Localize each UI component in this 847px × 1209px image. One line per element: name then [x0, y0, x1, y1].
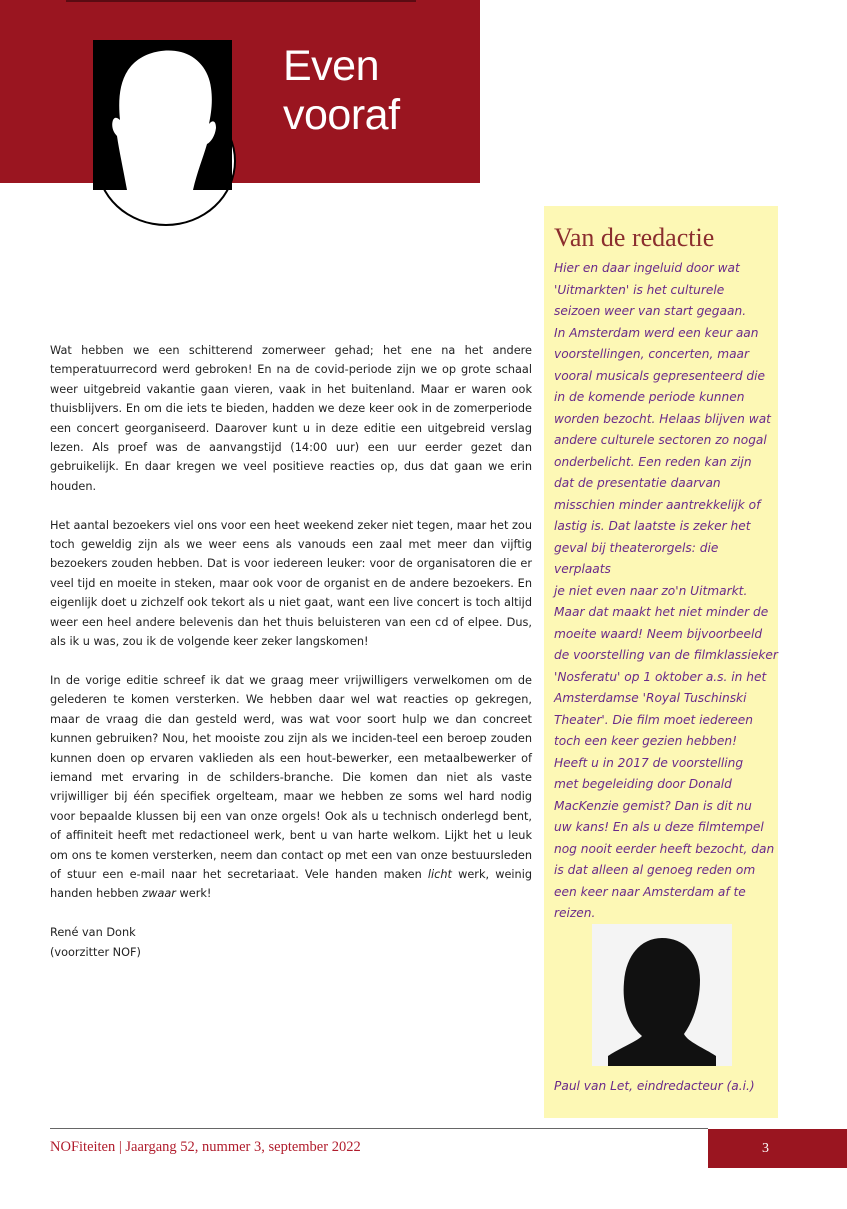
- sidebar-line: In Amsterdam werd een keur aan: [554, 325, 759, 340]
- sidebar-line: MacKenzie gemist? Dan is dit nu: [554, 798, 752, 813]
- sidebar-line: in de komende periode kunnen: [554, 390, 745, 404]
- page-title-line-1: Even: [283, 42, 380, 90]
- sidebar-line: worden bezocht. Helaas blijven wat: [554, 411, 771, 426]
- sidebar-line: de voorstelling van de filmklassieker: [554, 648, 778, 662]
- sidebar-line: uw kans! En als u deze filmtempel: [554, 820, 764, 834]
- article-emphasis: zwaar: [142, 887, 176, 901]
- article-paragraph: Het aantal bezoekers viel ons voor een heet weekend zeker niet tegen, maar het zou toch geweldig zijn als we weer eens als vanouds een zaal met meer dan vijftig bezoekers zouden hebben. Dat is voor iedereen leuker: voor de organisatoren die er veel tijd en moeite in steken, maar ook voor de organist en de andere bezoekers. En eigenlijk doet u zichzelf ook tekort als u niet gaat, want een live concert is toch altijd weer een heel andere belevenis dan het thuis beluisteren van een cd of elpee. Dus, als ik u was, zou ik de volgende keer zeker langskomen!: [50, 518, 532, 649]
- sidebar-line: geval bij theaterorgels: die verplaats: [554, 540, 719, 576]
- sidebar-line: met begeleiding door Donald: [554, 777, 732, 791]
- editorial-sidebar: [544, 206, 778, 1118]
- sidebar-line: seizoen weer van start gegaan.: [554, 304, 747, 318]
- main-article: [50, 341, 532, 962]
- sidebar-line: misschien minder aantrekkelijk of: [554, 497, 761, 512]
- editor-photo: [592, 924, 732, 1066]
- sidebar-line: 'Nosferatu' op 1 oktober a.s. in het: [554, 669, 767, 684]
- article-paragraph: Wat hebben we een schitterend zomerweer gehad; het ene na het andere temperatuurrecord werd gebroken! En na de covid-periode zijn we op grote schaal weer uitgebreid vakantie gaan vieren, vaak in het buitenland. Maar er waren ook thuisblijvers. En om die iets te bieden, hadden we deze keer ook in de zomerperiode een concert georganiseerd. Daarover kunt u in deze editie een uitgebreid verslag lezen. Als proef was de aanvangstijd (14:00 uur) een uur eerder gezet dan gebruikelijk. En daar kregen we veel positieve reacties op, dus dat gaan we erin houden.: [50, 344, 532, 493]
- page-title-line-2: vooraf: [283, 91, 400, 139]
- sidebar-line: reizen.: [554, 906, 596, 920]
- sidebar-line: Theater'. Die film moet iedereen: [554, 712, 753, 727]
- sidebar-line: vooral musicals gepresenteerd die: [554, 368, 766, 383]
- signature-role: (voorzitter NOF): [50, 945, 141, 959]
- author-silhouette-image: [93, 40, 232, 190]
- header-banner: [0, 0, 480, 183]
- article-text: werk, weinig handen hebben: [50, 867, 533, 901]
- sidebar-line: Amsterdamse 'Royal Tuschinski: [554, 691, 747, 705]
- sidebar-line: nog nooit eerder heeft bezocht, dan: [554, 841, 775, 856]
- article-emphasis: licht: [427, 867, 452, 881]
- sidebar-line: je niet even naar zo'n Uitmarkt.: [554, 583, 748, 598]
- sidebar-line: Maar dat maakt het niet minder de: [554, 605, 769, 619]
- sidebar-line: andere culturele sectoren zo nogal: [554, 433, 767, 447]
- sidebar-line: Heeft u in 2017 de voorstelling: [554, 755, 744, 770]
- page-number: 3: [708, 1129, 847, 1168]
- photo-caption: Paul van Let, eindredacteur (a.i.): [554, 1079, 755, 1093]
- sidebar-title: Van de redactie: [554, 223, 715, 252]
- footer-publication: NOFiteiten | Jaargang 52, nummer 3, september 2022: [50, 1139, 361, 1155]
- sidebar-line: 'Uitmarkten' is het culturele: [554, 282, 725, 297]
- article-paragraph: [50, 671, 532, 904]
- sidebar-line: lastig is. Dat laatste is zeker het: [554, 519, 751, 533]
- page-title: [283, 42, 400, 140]
- sidebar-line: Hier en daar ingeluid door wat: [554, 261, 740, 275]
- header-top-rule: [66, 0, 416, 2]
- sidebar-line: onderbelicht. Een reden kan zijn: [554, 454, 752, 469]
- sidebar-line: is dat alleen al genoeg reden om: [554, 863, 756, 877]
- sidebar-line: voorstellingen, concerten, maar: [554, 347, 750, 361]
- article-text: werk!: [175, 887, 212, 901]
- footer-rule: [50, 1128, 708, 1129]
- sidebar-line: moeite waard! Neem bijvoorbeeld: [554, 626, 763, 641]
- signature-name: René van Donk: [50, 926, 136, 940]
- sidebar-line: toch een keer gezien hebben!: [554, 734, 737, 748]
- sidebar-line: dat de presentatie daarvan: [554, 476, 721, 490]
- sidebar-line: een keer naar Amsterdam af te: [554, 884, 746, 899]
- sidebar-body: [554, 258, 778, 925]
- article-text: In de vorige editie schreef ik dat we graag meer vrijwilligers verwelkomen om de gelederen te komen versterken. We hebben daar wel wat reacties op gekregen, maar de vraag die dan gesteld werd, was wat voor soort hulp we dan concreet kunnen gebruiken? Nou, het mooiste zou zijn als we inciden-teel een beroep zouden kunnen doen op ervaren vaklieden als een hout-bewerker, een metaalbewerker of iemand met ervaring in de schilders-branche. Die komen dan niet als vaste vrijwilliger bij één specifiek orgelteam, maar we hebben ze soms wel hard nodig voor bepaalde klussen bij een van onze orgels! Ook als u technisch onderlegd bent, of affiniteit heeft met redactioneel werk, bent u van harte welkom. Lijkt het u leuk om ons te komen versterken, neem dan contact op met een van onze bestuursleden of stuur een e-mail naar het secretariaat. Vele handen maken: [50, 673, 532, 881]
